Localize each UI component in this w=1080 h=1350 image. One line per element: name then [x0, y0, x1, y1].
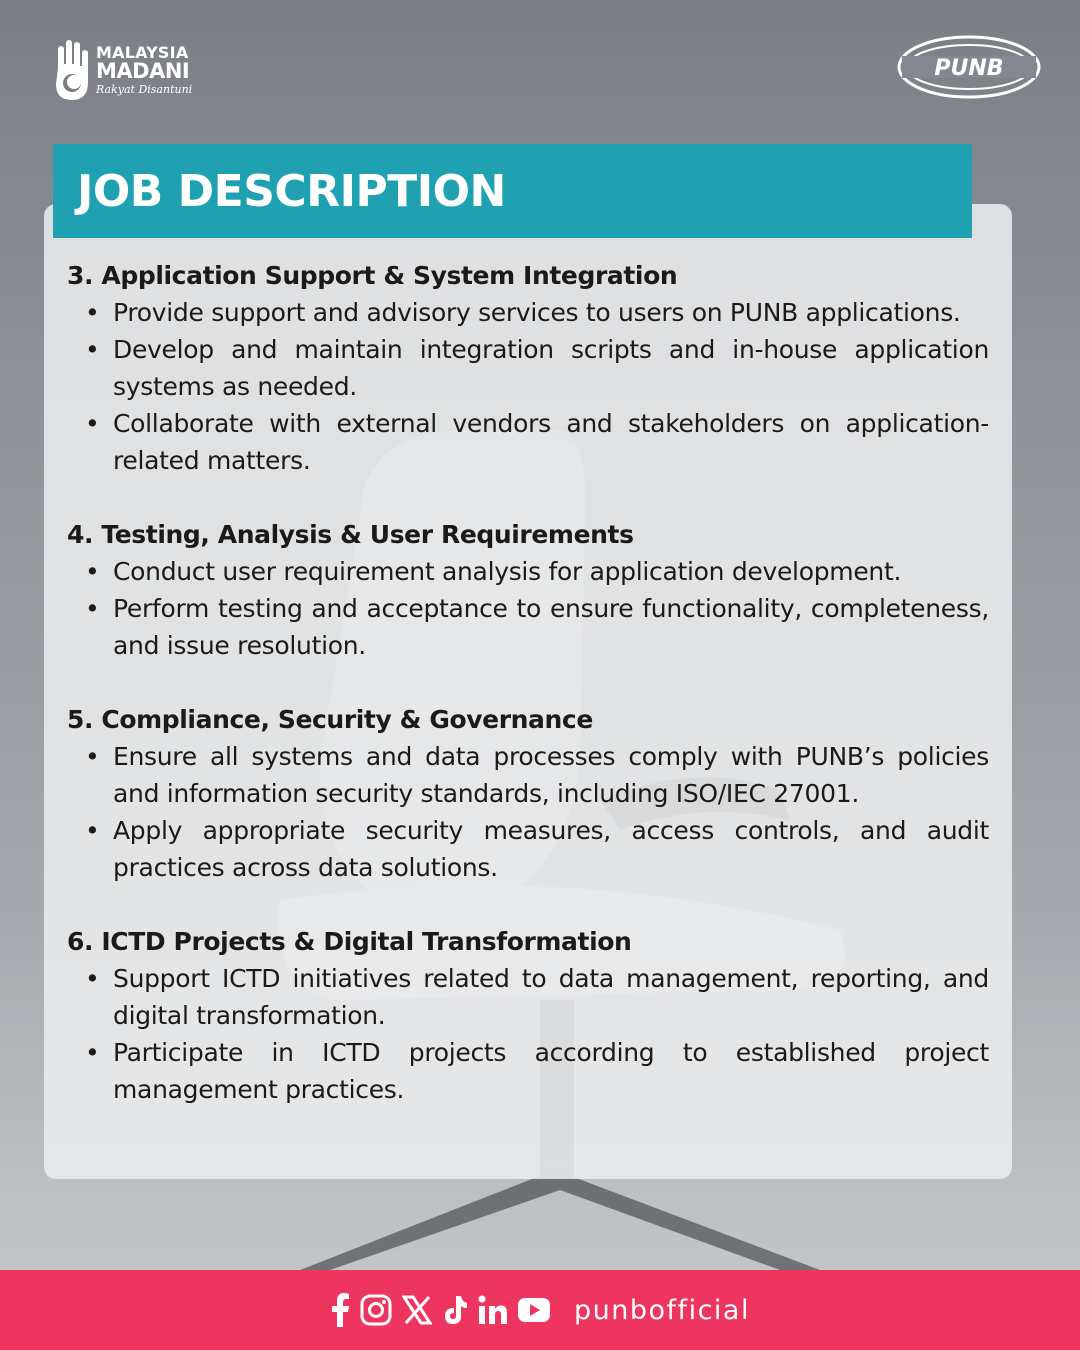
social-handle[interactable]: punbofficial [574, 1294, 750, 1326]
facebook-icon[interactable] [330, 1293, 350, 1327]
page-title: JOB DESCRIPTION [77, 165, 506, 217]
linkedin-icon[interactable] [478, 1295, 508, 1325]
madani-hand-icon [52, 38, 92, 102]
list-item: • Apply appropriate security measures, access controls, and audit practices across data solutions. [67, 812, 989, 886]
x-icon[interactable] [402, 1295, 432, 1325]
bullet-list [67, 738, 989, 886]
malaysia-madani-logo [52, 38, 202, 102]
bullet-list [67, 960, 989, 1108]
list-item: • Provide support and advisory services to users on PUNB applications. [67, 294, 989, 331]
list-item: • Ensure all systems and data processes comply with PUNB’s policies and information security standards, including ISO/IEC 27001. [67, 738, 989, 812]
list-item: • Participate in ICTD projects according to established project management practices. [67, 1034, 989, 1108]
section-compliance-security [67, 701, 989, 886]
social-icons [330, 1293, 550, 1327]
list-item: • Support ICTD initiatives related to data management, reporting, and digital transformation. [67, 960, 989, 1034]
bullet-list [67, 553, 989, 664]
punb-logo [896, 34, 1042, 100]
section-heading: 5. Compliance, Security & Governance [67, 705, 593, 734]
madani-tagline: Rakyat Disantuni [96, 83, 193, 96]
title-bar [53, 144, 972, 238]
tiktok-icon[interactable] [442, 1294, 468, 1326]
section-testing-analysis [67, 516, 989, 664]
section-heading: 4. Testing, Analysis & User Requirements [67, 520, 634, 549]
punb-logo-text: PUNB [934, 56, 1004, 81]
list-item: • Develop and maintain integration scripts and in-house application systems as needed. [67, 331, 989, 405]
job-description-content [67, 257, 989, 1145]
youtube-icon[interactable] [518, 1298, 550, 1322]
section-heading: 6. ICTD Projects & Digital Transformation [67, 927, 632, 956]
footer-bar [0, 1270, 1080, 1350]
madani-line2: MADANI [96, 59, 190, 83]
list-item: • Collaborate with external vendors and stakeholders on application-related matters. [67, 405, 989, 479]
instagram-icon[interactable] [360, 1294, 392, 1326]
madani-line1: MALAYSIA [96, 43, 189, 62]
section-heading: 3. Application Support & System Integration [67, 261, 678, 290]
section-ictd-projects [67, 923, 989, 1108]
list-item: • Conduct user requirement analysis for application development. [67, 553, 989, 590]
bullet-list [67, 294, 989, 479]
list-item: • Perform testing and acceptance to ensure functionality, completeness, and issue resolution. [67, 590, 989, 664]
section-application-support [67, 257, 989, 479]
